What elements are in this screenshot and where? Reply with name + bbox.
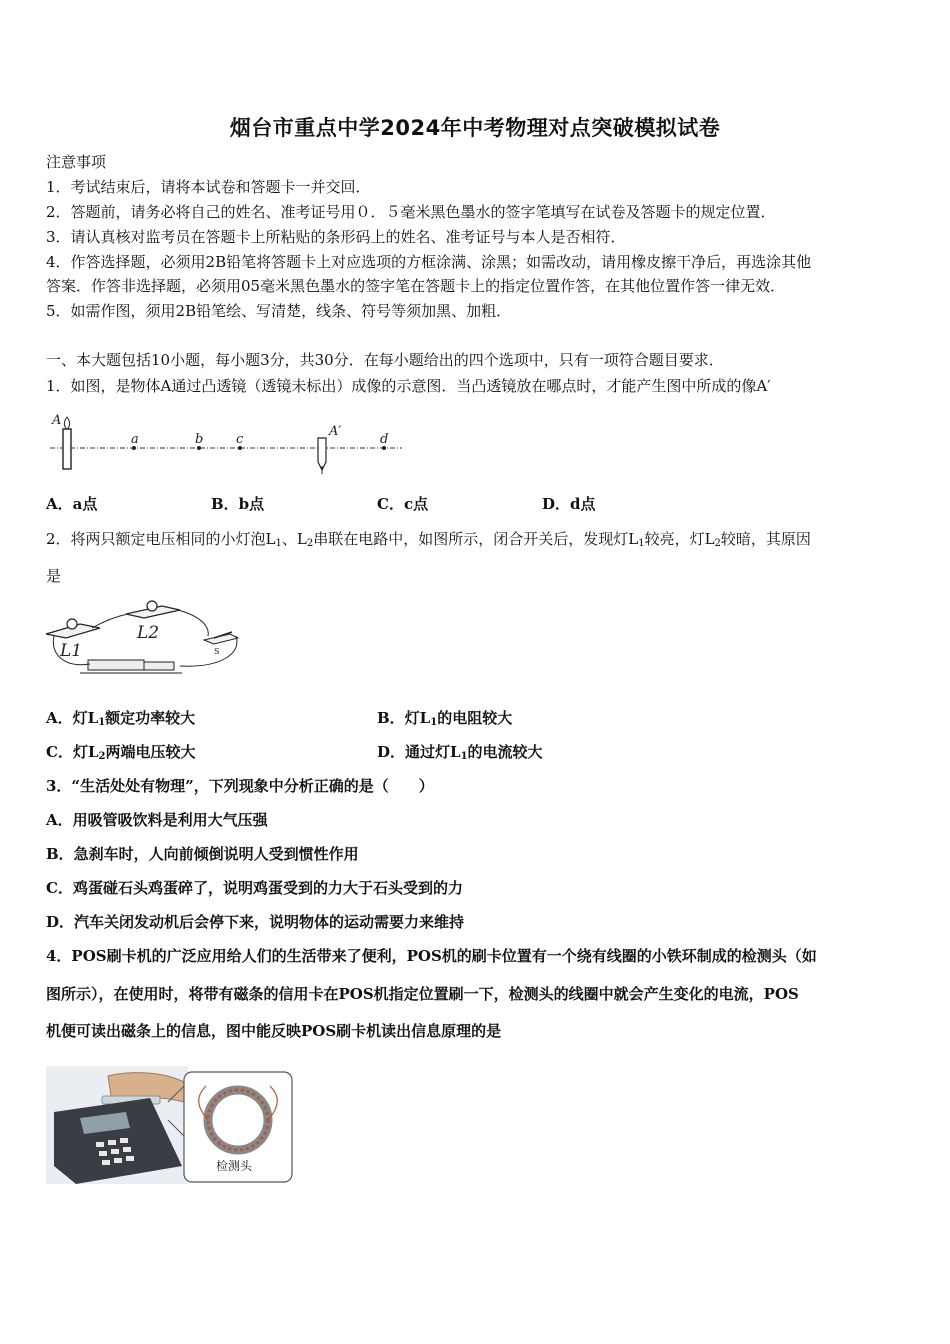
battery-1 [88, 660, 144, 670]
q2-stem-line2: 是 [46, 567, 62, 585]
lens-image-diagram [46, 408, 406, 478]
notice-item: 3．请认真核对监考员在答题卡上所粘贴的条形码上的姓名、准考证号与本人是否相符． [46, 228, 626, 246]
label-d: d [380, 432, 389, 447]
q2-option-d: D．通过灯$L_1$的电流较大 [377, 743, 543, 762]
notice-item: 5．如需作图，须用2B铅笔绘、写清楚，线条、符号等须加黑、加粗． [46, 302, 512, 320]
q1-option-d: D．d点 [542, 495, 596, 513]
battery-2 [144, 662, 174, 670]
label-c: c [236, 432, 244, 447]
notice-heading: 注意事项 [46, 153, 107, 171]
label-S: S [214, 647, 220, 656]
q3-option-a: A．用吸管吸饮料是利用大气压强 [46, 811, 268, 829]
series-circuit-diagram [44, 598, 244, 680]
candle-object [63, 429, 71, 469]
q2-stem: 2．将两只额定电压相同的小灯泡$L_1$、$L_2$串联在电路中，如图所示，闭合开关后，发现灯$L_1$较亮，灯$L_2$较暗，其原因 [46, 530, 811, 549]
q4-stem-line: 机便可读出磁条上的信息，图中能反映POS刷卡机读出信息原理的是 [46, 1022, 502, 1040]
page-title: 烟台市重点中学2024年中考物理对点突破模拟试卷 [229, 116, 721, 140]
q1-option-c: C．c点 [377, 495, 429, 513]
q1-stem: 1．如图，是物体A通过凸透镜（透镜未标出）成像的示意图．当凸透镜放在哪点时，才能产生图中所成的像A′ [46, 377, 771, 395]
q2-option-b: B．灯$L_1$的电阻较大 [377, 709, 513, 728]
label-L2: L2 [137, 623, 160, 643]
bulb-L1 [67, 619, 77, 629]
label-b: b [195, 432, 204, 447]
notice-item: 1．考试结束后，请将本试卷和答题卡一并交回． [46, 178, 371, 196]
q2-option-c: C．灯$L_2$两端电压较大 [46, 743, 196, 762]
q3-option-d: D．汽车关闭发动机后会停下来，说明物体的运动需要力来维持 [46, 913, 465, 931]
q3-stem: 3．“生活处处有物理”，下列现象中分析正确的是（ ） [46, 777, 434, 795]
q1-option-b: B．b点 [211, 495, 265, 513]
q3-option-c: C．鸡蛋碰石头鸡蛋碎了，说明鸡蛋受到的力大于石头受到的力 [46, 879, 463, 897]
q4-stem-line: 图所示），在使用时，将带有磁条的信用卡在POS机指定位置刷一下，检测头的线圈中就会产生变化的电流，POS [46, 985, 799, 1003]
candle-image [318, 438, 326, 470]
q4-stem-line: 4．POS刷卡机的广泛应用给人们的生活带来了便利，POS机的刷卡位置有一个绕有线圈的小铁环制成的检测头（如 [46, 947, 817, 965]
wire [178, 610, 208, 636]
notice-item: 4．作答选择题，必须用2B铅笔将答题卡上对应选项的方框涂满、涂黑；如需改动，请用橡皮擦干净后，再选涂其他 [46, 253, 812, 271]
label-L1: L1 [60, 641, 83, 661]
candle-flame [64, 417, 69, 429]
label-a: a [131, 432, 139, 447]
label-A: A [52, 413, 62, 428]
q1-option-a: A．a点 [46, 495, 98, 513]
q3-option-b: B．急刹车时，人向前倾倒说明人受到惯性作用 [46, 845, 359, 863]
pos-machine-figure [46, 1066, 296, 1186]
q2-option-a: A．灯$L_1$额定功率较大 [46, 709, 196, 728]
section-header: 一、本大题包括10小题，每小题3分，共30分．在每小题给出的四个选项中，只有一项符合题目要求． [46, 351, 724, 369]
notice-item: 答案．作答非选择题，必须用05毫米黑色墨水的签字笔在答题卡上的指定位置作答，在其他位置作答一律无效． [46, 277, 786, 295]
bulb-L2 [147, 601, 157, 611]
detector-label: 检测头 [216, 1159, 253, 1173]
notice-item: 2．答题前，请务必将自己的姓名、准考证号用０．５毫米黑色墨水的签字笔填写在试卷及答题卡的规定位置． [46, 203, 776, 221]
label-A-prime: A′ [329, 424, 342, 439]
wire [92, 614, 128, 628]
